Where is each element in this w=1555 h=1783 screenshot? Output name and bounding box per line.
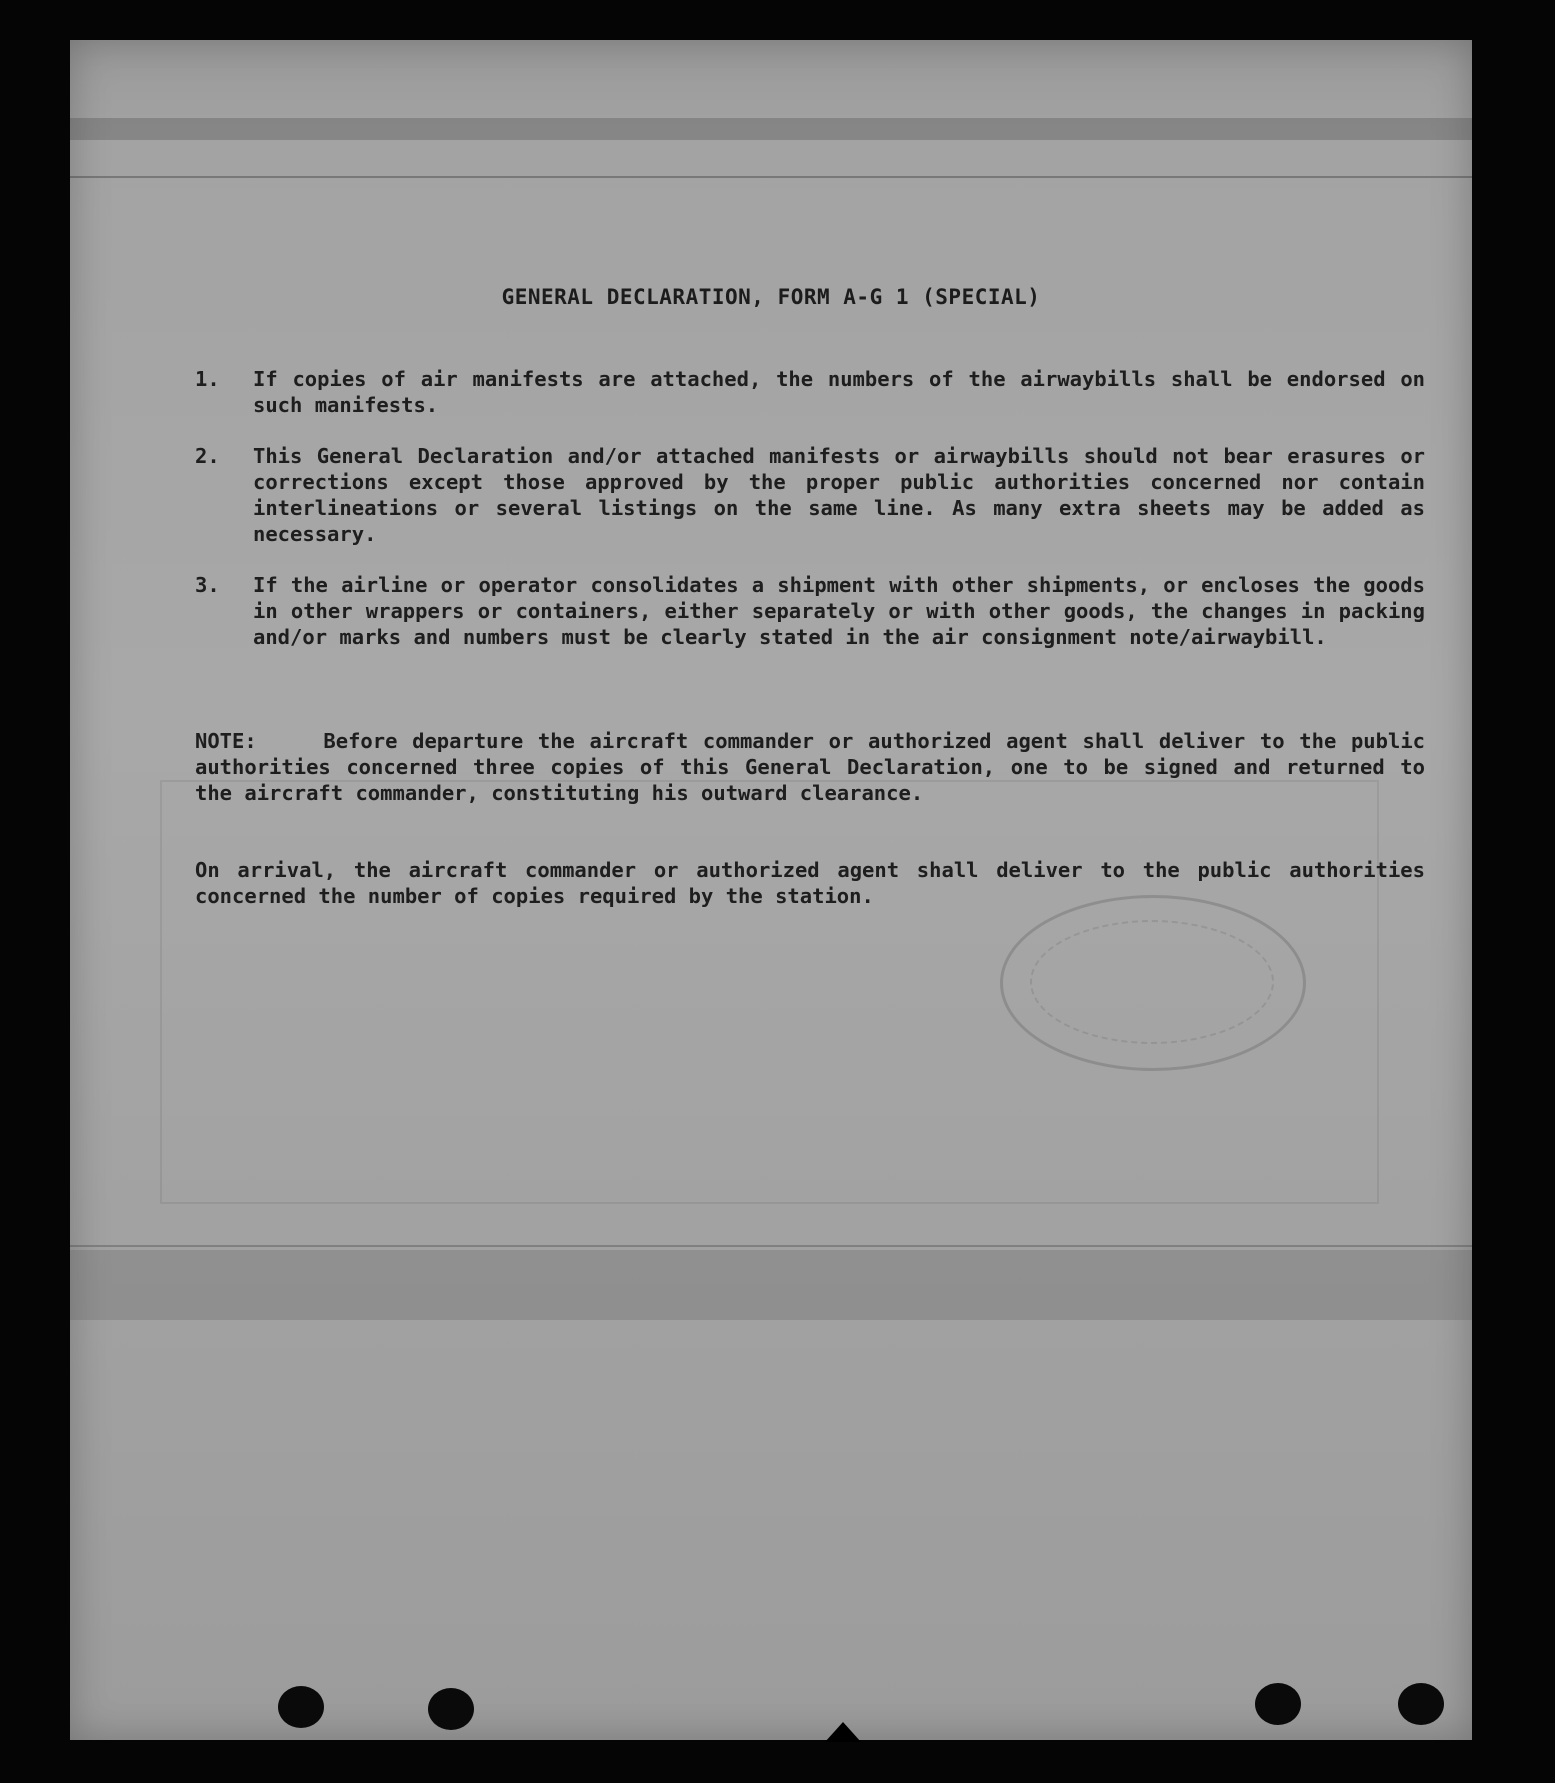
item-text: If copies of air manifests are attached, the numbers of the airwaybills shall be endorsed on such manifests. (253, 367, 1425, 417)
bleed-through-band (70, 1250, 1472, 1320)
arrival-paragraph: On arrival, the aircraft commander or authorized agent shall deliver to the public authorities concerned the number of copies required by the station. (195, 858, 1425, 908)
item-number: 3. (195, 573, 220, 597)
punch-hole (428, 1688, 474, 1730)
item-number: 1. (195, 367, 220, 391)
punch-hole (1255, 1683, 1301, 1725)
punch-hole (1398, 1683, 1444, 1725)
document-title: GENERAL DECLARATION, FORM A-G 1 (SPECIAL) (501, 285, 1041, 309)
note-text: Before departure the aircraft commander or authorized agent shall deliver to the public authorities concerned three copies of this General Declaration, one to be signed and returned to the aircraft commander, constituting his outward clearance. (195, 729, 1425, 805)
instruction-item (195, 443, 1425, 547)
bleed-through-line (70, 176, 1472, 178)
item-text: This General Declaration and/or attached manifests or airwaybills should not bear erasures or corrections except those approved by the proper public authorities concerned nor contain interlineations or several listings on the same line. As many extra sheets may be added as necessary. (253, 444, 1425, 546)
note-label: NOTE: (195, 729, 257, 753)
document-page (70, 40, 1472, 1740)
bleed-through-band (70, 118, 1472, 140)
bleed-through-line (70, 1245, 1472, 1247)
punch-hole (278, 1686, 324, 1728)
instruction-item (195, 366, 1425, 418)
page-notch (825, 1722, 861, 1742)
item-number: 2. (195, 444, 220, 468)
item-text: If the airline or operator consolidates a shipment with other shipments, or encloses the goods in other wrappers or containers, either separately or with other goods, the changes in packing and/or marks and numbers must be clearly stated in the air consignment note/airwaybill. (253, 573, 1425, 649)
note-paragraph (195, 728, 1425, 806)
faint-stamp-inner-ring (1030, 920, 1274, 1044)
instruction-item (195, 572, 1425, 650)
